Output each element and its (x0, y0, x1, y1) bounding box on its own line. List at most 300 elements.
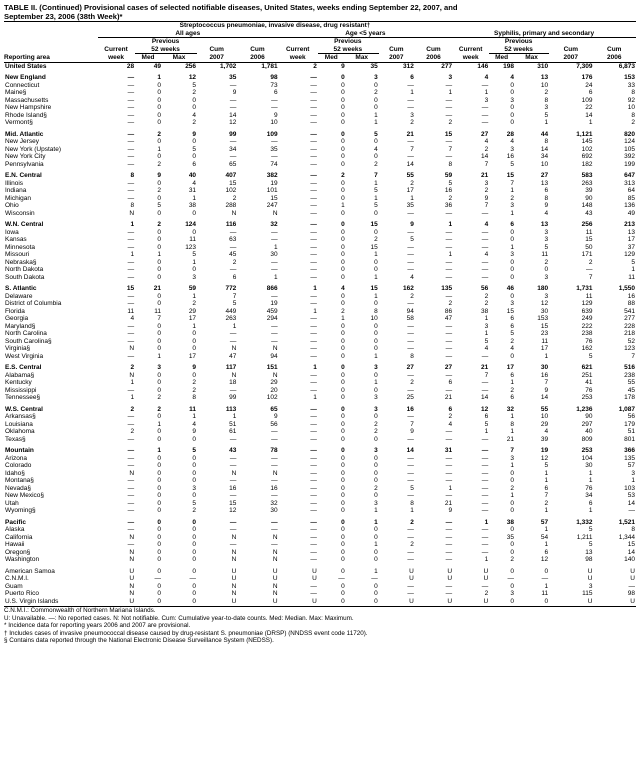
value-cell: 1 (631, 266, 635, 274)
value-cell: 2 (374, 420, 378, 428)
value-cell: — (271, 337, 278, 345)
value-cell: 99 (229, 130, 237, 138)
value-cell: — (310, 454, 317, 462)
value-cell: 2 (374, 428, 378, 436)
value-cell: — (310, 541, 317, 549)
table-row (4, 372, 636, 380)
table-row (4, 82, 636, 90)
value-cell: 772 (225, 285, 237, 293)
value-cell: 0 (341, 533, 345, 541)
table-row (4, 477, 636, 485)
value-cell: 0 (374, 228, 378, 236)
value-cell: 0 (157, 597, 161, 605)
value-cell: 11 (628, 273, 635, 281)
value-cell: 145 (581, 138, 593, 146)
value-cell: 76 (585, 337, 593, 345)
value-cell: — (310, 379, 317, 387)
value-cell: 94 (270, 352, 278, 360)
value-cell: 13 (540, 179, 549, 187)
value-cell: 37 (627, 243, 635, 251)
value-cell: 3 (510, 145, 515, 153)
value-cell: 34 (229, 145, 237, 153)
value-cell: 148 (581, 202, 593, 210)
reporting-area-cell: Arkansas§ (5, 413, 36, 421)
reporting-area-cell: Minnesota (5, 243, 35, 251)
value-cell: 0 (157, 499, 161, 507)
value-cell: — (310, 462, 317, 470)
value-cell: 0 (341, 330, 345, 338)
value-cell: 3 (448, 74, 453, 82)
value-cell: — (127, 258, 135, 266)
value-cell: 1 (273, 243, 278, 251)
value-cell: N (129, 209, 135, 217)
table-row (4, 229, 636, 237)
value-cell: — (310, 160, 317, 168)
value-cell: 2 (510, 556, 515, 564)
value-cell: 1 (448, 89, 453, 97)
value-cell: — (445, 582, 453, 590)
value-cell: — (310, 492, 317, 500)
value-cell: 5 (374, 130, 378, 138)
table-row (4, 598, 636, 606)
value-cell: 0 (157, 266, 161, 274)
value-cell: 2 (192, 379, 197, 387)
value-cell: 8 (631, 89, 635, 97)
value-cell: 0 (341, 251, 345, 259)
value-cell: — (310, 352, 317, 360)
value-cell: — (310, 187, 317, 195)
value-cell: 0 (341, 405, 345, 413)
value-cell: 0 (374, 533, 378, 541)
value-cell: 15 (506, 307, 515, 315)
value-cell: 6 (544, 187, 549, 195)
value-cell: 30 (540, 307, 549, 315)
value-cell: — (481, 499, 489, 507)
value-cell: — (481, 209, 489, 217)
value-cell: 0 (341, 507, 345, 515)
value-cell: 8 (544, 96, 549, 104)
value-cell: 7 (510, 179, 515, 187)
value-cell: — (445, 345, 453, 353)
value-cell: 0 (157, 337, 161, 345)
value-cell: 0 (374, 386, 378, 394)
table-row (4, 210, 636, 218)
value-cell: 0 (374, 300, 378, 308)
value-cell: 115 (582, 590, 593, 598)
value-cell: — (310, 507, 317, 515)
value-cell: N (231, 469, 237, 477)
value-cell: N (272, 209, 278, 217)
value-cell: 0 (192, 462, 197, 470)
value-cell: 1 (448, 484, 453, 492)
value-cell: 14 (627, 548, 635, 556)
value-cell: 7 (232, 292, 237, 300)
value-cell: 3 (510, 454, 515, 462)
value-cell: 11 (541, 590, 549, 598)
value-cell: 3 (484, 322, 489, 330)
value-cell: — (628, 507, 635, 515)
value-cell: — (445, 590, 453, 598)
value-cell: U (409, 597, 414, 605)
value-cell: 8 (544, 138, 549, 146)
value-cell: 0 (374, 330, 378, 338)
value-cell: 15 (540, 322, 549, 330)
reporting-area-cell: Ohio (5, 202, 19, 210)
value-cell: 8 (448, 160, 453, 168)
value-cell: — (445, 153, 453, 161)
value-cell: — (445, 236, 453, 244)
value-cell: 0 (341, 386, 345, 394)
table-row (4, 330, 636, 338)
value-cell: U (231, 575, 237, 583)
value-cell: 0 (341, 469, 345, 477)
value-cell: 1 (157, 352, 161, 360)
table-row (4, 89, 636, 97)
value-cell: 6 (510, 315, 515, 323)
value-cell: 1 (544, 352, 549, 360)
value-cell: 251 (581, 371, 593, 379)
reporting-area-cell: Mid. Atlantic (5, 130, 44, 138)
value-cell: 4 (510, 345, 515, 353)
value-cell: 0 (341, 379, 345, 387)
value-cell: — (445, 96, 453, 104)
value-cell: — (310, 138, 317, 146)
value-cell: 213 (624, 221, 635, 229)
value-cell: — (127, 330, 135, 338)
value-cell: 0 (341, 145, 345, 153)
reporting-area-cell: Washington (5, 556, 40, 564)
reporting-area-cell: West Virginia (5, 352, 44, 360)
value-cell: 1 (192, 194, 197, 202)
value-cell: U (129, 597, 135, 605)
value-cell: — (189, 575, 197, 583)
value-cell: 14 (540, 394, 549, 402)
value-cell: 57 (540, 518, 549, 526)
reporting-area-cell: Texas§ (5, 435, 26, 443)
value-cell: 3 (631, 469, 635, 477)
value-cell: 0 (192, 518, 197, 526)
value-cell: 1 (484, 518, 489, 526)
value-cell: 21 (480, 172, 489, 180)
value-cell: 19 (270, 179, 278, 187)
value-cell: 8 (130, 202, 135, 210)
value-cell: N (272, 556, 278, 564)
value-cell: — (310, 447, 317, 455)
value-cell: — (481, 526, 489, 534)
value-cell: — (481, 81, 489, 89)
value-cell: — (445, 541, 453, 549)
value-cell: — (271, 322, 278, 330)
value-cell: — (127, 194, 135, 202)
value-cell: 22 (585, 104, 593, 112)
value-cell: 1 (484, 315, 489, 323)
value-cell: 2 (510, 484, 515, 492)
value-cell: — (541, 575, 549, 583)
value-cell: — (407, 153, 414, 161)
reporting-area-cell: Puerto Rico (5, 590, 39, 598)
value-cell: 1 (374, 567, 378, 575)
title-line-2: September 23, 2006 (38th Week)* (4, 12, 123, 22)
value-cell: 3 (484, 179, 489, 187)
reporting-area-cell: W.N. Central (5, 221, 44, 229)
value-cell: 39 (585, 187, 593, 195)
value-cell: 43 (229, 447, 237, 455)
value-cell: 0 (341, 138, 345, 146)
value-cell: — (310, 209, 317, 217)
table-row (4, 590, 636, 598)
value-cell: 0 (157, 469, 161, 477)
value-cell: — (229, 138, 237, 146)
value-cell: — (310, 590, 317, 598)
value-cell: 1 (374, 194, 378, 202)
value-cell: — (481, 484, 489, 492)
reporting-area-cell: Nebraska§ (5, 258, 37, 266)
table-row (4, 526, 636, 534)
value-cell: 0 (341, 119, 345, 127)
value-cell: 228 (624, 322, 635, 330)
value-cell: 178 (624, 394, 635, 402)
value-cell: 54 (540, 533, 549, 541)
value-cell: 0 (192, 597, 197, 605)
value-cell: 2 (192, 386, 197, 394)
value-cell: 13 (585, 548, 593, 556)
value-cell: — (127, 89, 135, 97)
value-cell: 17 (506, 364, 515, 372)
value-cell: 55 (540, 405, 549, 413)
value-cell: 15 (585, 236, 593, 244)
value-cell: 4 (544, 428, 549, 436)
value-cell: — (445, 81, 453, 89)
value-cell: — (127, 119, 135, 127)
value-cell: 1 (544, 119, 549, 127)
value-cell: 5 (510, 160, 515, 168)
value-cell: 0 (374, 266, 378, 274)
value-cell: 0 (374, 454, 378, 462)
value-cell: 98 (585, 556, 593, 564)
value-cell: 5 (544, 462, 549, 470)
value-cell: 8 (510, 420, 515, 428)
table-row (4, 146, 636, 154)
value-cell: 5 (374, 187, 378, 195)
value-cell: N (231, 582, 237, 590)
value-cell: N (231, 533, 237, 541)
value-cell: 5 (484, 420, 489, 428)
value-cell: — (407, 548, 414, 556)
value-cell: N (129, 548, 135, 556)
value-cell: — (371, 575, 378, 583)
table-row (4, 575, 636, 583)
value-cell: 162 (403, 285, 414, 293)
value-cell: 10 (370, 315, 378, 323)
value-cell: — (445, 454, 453, 462)
value-cell: 4 (510, 74, 515, 82)
value-cell: 43 (585, 209, 593, 217)
value-cell: — (481, 447, 489, 455)
value-cell: 32 (506, 405, 515, 413)
value-cell: — (310, 266, 317, 274)
value-cell: — (127, 462, 135, 470)
value-cell: 31 (444, 447, 453, 455)
value-cell: 9 (410, 428, 414, 436)
value-cell: N (272, 548, 278, 556)
value-cell: 3 (192, 273, 197, 281)
value-cell: — (407, 492, 414, 500)
value-cell: — (310, 413, 317, 421)
value-cell: 7 (484, 371, 489, 379)
value-cell: — (127, 266, 135, 274)
value-cell: 99 (229, 394, 237, 402)
value-cell: 36 (444, 202, 453, 210)
value-cell: 1 (313, 394, 317, 402)
table-row (4, 353, 636, 361)
value-cell: 17 (188, 315, 197, 323)
value-cell: 0 (157, 435, 161, 443)
value-cell: 1 (157, 74, 161, 82)
value-cell: 105 (624, 145, 635, 153)
value-cell: — (445, 266, 453, 274)
value-cell: 0 (192, 526, 197, 534)
reporting-area-header: Reporting area (4, 54, 98, 63)
value-cell: 2 (544, 499, 549, 507)
value-cell: — (445, 469, 453, 477)
value-cell: — (127, 484, 135, 492)
value-cell: 14 (229, 111, 237, 119)
value-cell: 1 (374, 518, 378, 526)
value-cell: 2 (410, 179, 414, 187)
value-cell: 0 (544, 266, 549, 274)
value-cell: 0 (192, 590, 197, 598)
value-cell: 29 (270, 379, 278, 387)
value-cell: 0 (192, 454, 197, 462)
value-cell: 0 (192, 153, 197, 161)
value-cell: 0 (341, 179, 345, 187)
value-cell: 312 (403, 62, 414, 70)
value-cell: — (271, 435, 278, 443)
region-row (4, 406, 636, 414)
value-cell: — (127, 541, 135, 549)
value-cell: 3 (510, 96, 515, 104)
value-cell: 14 (406, 447, 414, 455)
value-cell: — (481, 258, 489, 266)
value-cell: — (229, 104, 237, 112)
value-cell: 0 (157, 138, 161, 146)
value-cell: 0 (157, 89, 161, 97)
region-row (4, 62, 636, 70)
value-cell: 2 (410, 518, 414, 526)
reporting-area-cell: North Carolina (5, 330, 47, 338)
value-cell: 2 (157, 221, 161, 229)
value-cell: 0 (510, 548, 515, 556)
value-cell: 7 (157, 315, 161, 323)
value-cell: 2 (130, 428, 135, 436)
value-cell: 0 (341, 394, 345, 402)
value-cell: 313 (624, 179, 635, 187)
value-cell: 0 (341, 518, 345, 526)
value-cell: 90 (585, 413, 593, 421)
value-cell: — (407, 590, 414, 598)
value-cell: 2 (313, 62, 317, 70)
value-cell: — (127, 499, 135, 507)
value-cell: 0 (374, 258, 378, 266)
reporting-area-cell: Indiana (5, 187, 27, 195)
value-cell: 0 (510, 597, 515, 605)
value-cell: 9 (341, 62, 345, 70)
value-cell: 0 (157, 111, 161, 119)
value-cell: 0 (157, 322, 161, 330)
value-cell: — (229, 435, 237, 443)
table-row (4, 202, 636, 210)
value-cell: 0 (374, 526, 378, 534)
value-cell: 0 (374, 96, 378, 104)
value-cell: 2 (484, 590, 489, 598)
value-cell: 6 (510, 394, 515, 402)
value-cell: 15 (506, 172, 515, 180)
value-cell: — (127, 292, 135, 300)
value-cell: — (127, 337, 135, 345)
value-cell: 1 (510, 413, 515, 421)
value-cell: 49 (627, 209, 635, 217)
value-cell: — (127, 179, 135, 187)
reporting-area-cell: Hawaii (5, 541, 25, 549)
value-cell: 0 (157, 541, 161, 549)
value-cell: 2 (341, 307, 345, 315)
value-cell: 19 (270, 300, 278, 308)
value-cell: — (407, 435, 414, 443)
value-cell: — (127, 386, 135, 394)
table-row (4, 556, 636, 564)
value-cell: 1 (157, 447, 161, 455)
value-cell: — (445, 477, 453, 485)
value-cell: 1 (192, 413, 197, 421)
value-cell: N (272, 345, 278, 353)
value-cell: 0 (341, 447, 345, 455)
value-cell: 5 (410, 236, 414, 244)
reporting-area-cell: Kansas (5, 236, 27, 244)
value-cell: 4 (484, 74, 489, 82)
value-cell: U (312, 575, 317, 583)
value-cell: 516 (624, 364, 635, 372)
value-cell: 0 (341, 111, 345, 119)
group-age-under-5: Age <5 years (279, 30, 453, 38)
table-row (4, 97, 636, 105)
value-cell: 2 (448, 119, 453, 127)
value-cell: 14 (480, 153, 489, 161)
footnote: U: Unavailable. —: No reported cases. N: Not notifiable. Cum: Cumulative year-to-date counts. Med: Median. Max: Maximum. (4, 614, 354, 622)
value-cell: — (271, 266, 278, 274)
value-cell: — (127, 138, 135, 146)
value-cell: 0 (192, 567, 197, 575)
page (4, 0, 636, 644)
value-cell: N (231, 371, 237, 379)
region-row (4, 447, 636, 455)
value-cell: 5 (192, 499, 197, 507)
value-cell: 0 (510, 499, 515, 507)
value-cell: — (407, 209, 414, 217)
value-cell: 1 (374, 352, 378, 360)
table-row (4, 119, 636, 127)
value-cell: — (445, 462, 453, 470)
value-cell: 17 (188, 352, 197, 360)
value-cell: 0 (341, 597, 345, 605)
value-cell: 2 (631, 119, 635, 127)
value-cell: 182 (581, 160, 593, 168)
value-cell: U (312, 597, 317, 605)
value-cell: — (310, 435, 317, 443)
value-cell: 9 (192, 130, 197, 138)
value-cell: 0 (157, 386, 161, 394)
value-cell: — (127, 111, 135, 119)
value-cell: 5 (232, 300, 237, 308)
